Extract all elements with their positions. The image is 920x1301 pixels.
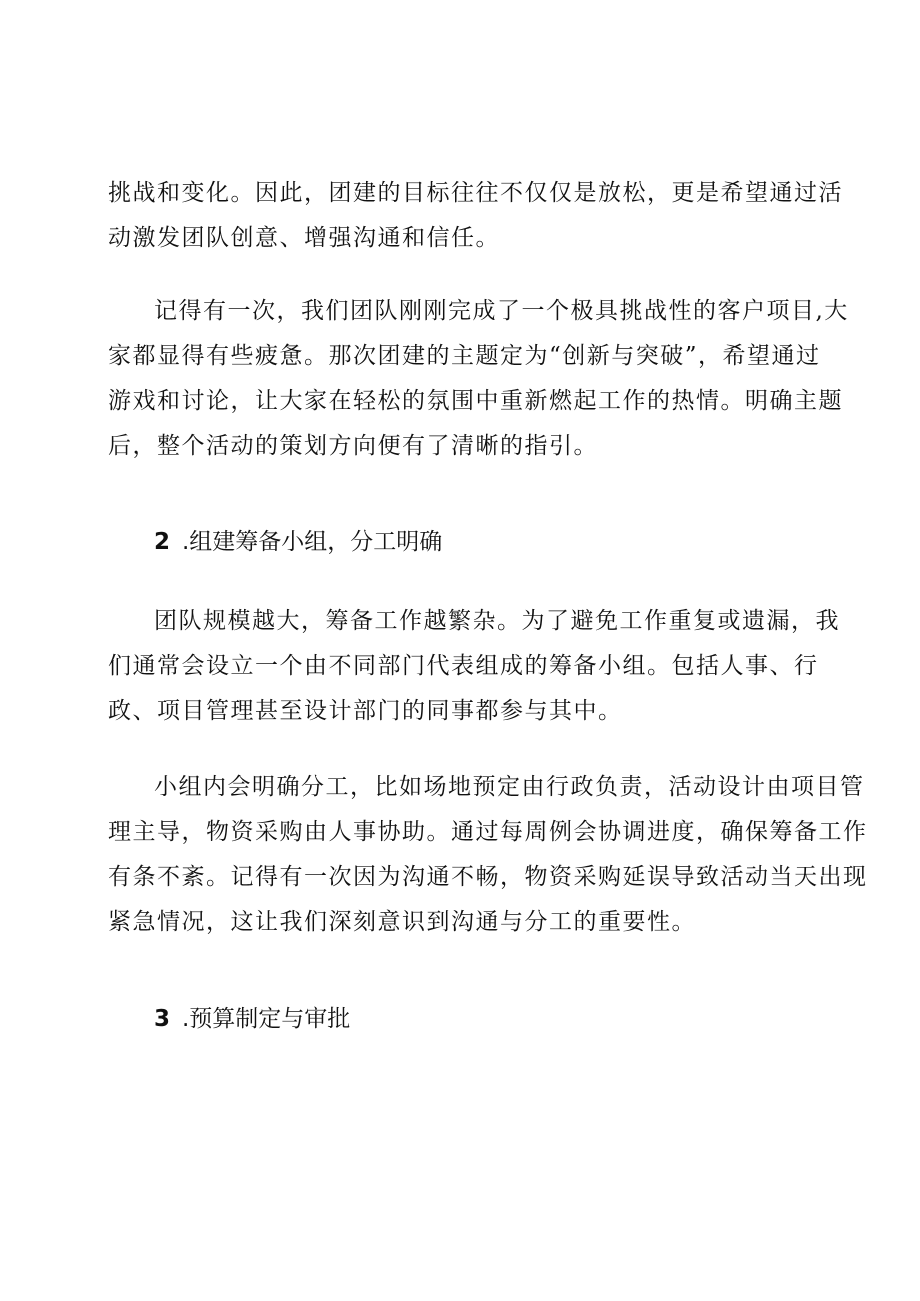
section-heading-2 (154, 527, 876, 557)
paragraph-line: 记得有一次，我们团队刚刚完成了一个极具挑战性的客户项目,大 (154, 298, 849, 324)
paragraph-line: 政、项目管理甚至设计部门的同事都参与其中。 (108, 698, 623, 724)
section-heading-3 (154, 1004, 876, 1034)
paragraph-line: 游戏和讨论，让大家在轻松的氛围中重新燃起工作的热情。明确主题 (108, 388, 843, 414)
section-number: 2 (154, 529, 171, 555)
paragraph-line: 动激发团队创意、增强沟通和信任。 (108, 225, 500, 251)
paragraph-line: 挑战和变化。因此，团建的目标往往不仅仅是放松，更是希望通过活 (108, 180, 843, 206)
paragraph-line: 理主导，物资采购由人事协助。通过每周例会协调进度，确保筹备工作 (108, 819, 868, 845)
paragraph-line: 后，整个活动的策划方向便有了清晰的指引。 (108, 433, 598, 459)
paragraph-line: 小组内会明确分工，比如场地预定由行政负责，活动设计由项目管 (154, 774, 865, 800)
paragraph-line: 们通常会设立一个由不同部门代表组成的筹备小组。包括人事、行 (108, 653, 819, 679)
paragraph-prep-team (108, 599, 840, 734)
paragraph-line: 团队规模越大，筹备工作越繁杂。为了避免工作重复或遗漏，我 (154, 608, 840, 634)
paragraph-division-of-labor (108, 765, 868, 945)
paragraph-goal-continuation (108, 171, 843, 261)
paragraph-line: 家都显得有些疲惫。那次团建的主题定为“创新与突破”，希望通过 (108, 343, 821, 369)
paragraph-line: 有条不紊。记得有一次因为沟通不畅，物资采购延误导致活动当天出现 (108, 864, 868, 890)
section-title: .组建筹备小组，分工明确 (182, 529, 443, 555)
section-number: 3 (154, 1006, 171, 1032)
paragraph-teambuilding-story (108, 289, 849, 469)
section-title: .预算制定与审批 (182, 1006, 351, 1032)
paragraph-line: 紧急情况，这让我们深刻意识到沟通与分工的重要性。 (108, 909, 696, 935)
